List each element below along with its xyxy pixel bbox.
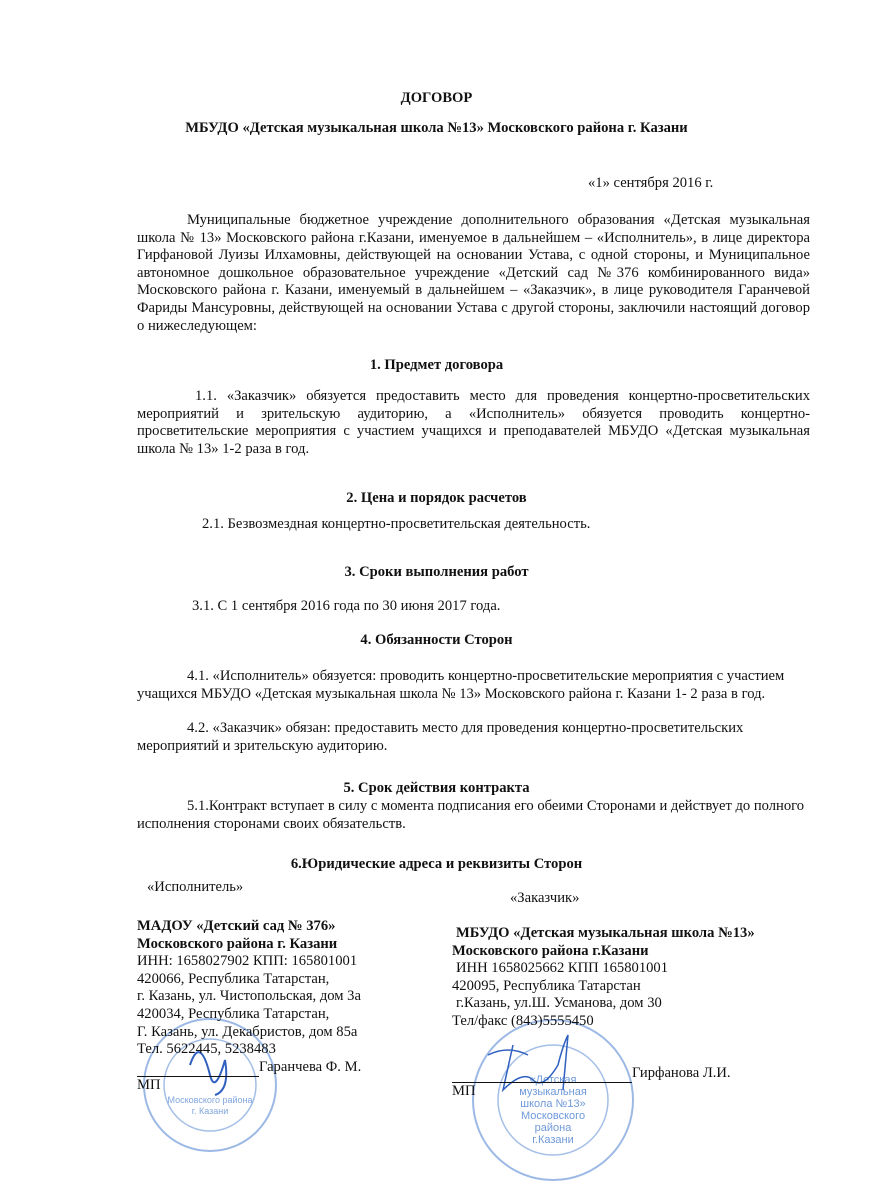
right-party-name: МБУДО «Детская музыкальная школа №13» — [456, 925, 755, 941]
section-heading-1: 1. Предмет договора — [369, 357, 504, 373]
svg-text:Московского: Московского — [520, 1110, 586, 1122]
preamble: Муниципальные бюджетное учреждение дополнительного образования «Детская музыкальная школа № 13» Московского района г.Казани, именуемое в дальнейшем – «Исполнитель», в лице директора Гирфановой Луизы Илхамовны, действующей на основании Устава, с одной стороны, и Муниципальное автономное дошкольное образовательное учреждение «Детский сад №376 комбинированного вида» Московского района г. Казани, именуемый в дальнейшем – «Заказчик», в лице руководителя Гаранчевой Фариды Мансуровны, действующей на основании Устава с другой стороны, заключили настоящий договор о нижеследующем: — [137, 212, 810, 334]
section-text-4-2: 4.2. «Заказчик» обязан: предоставить место для проведения концертно-просветительских мероприятий и зрительскую аудиторию. — [137, 720, 744, 754]
svg-text:г.Казани: г.Казани — [532, 1134, 574, 1146]
left-address-2: г. Казань, ул. Чистопольская, дом 3а — [137, 988, 361, 1005]
section-text-1: 1.1. «Заказчик» обязуется предоставить место для проведения концертно-просветительских мероприятий и зрительскую аудиторию, а «Исполнитель» обязуется проводить концертно-просветительские мероприятия с участием учащихся и преподавателей МБУДО «Детская музыкальная школа № 13» 1-2 раза в год. — [137, 388, 810, 457]
right-party-role: «Заказчик» — [510, 890, 580, 906]
section-heading-5: 5. Срок действия контракта — [343, 780, 530, 796]
left-address-1: 420066, Республика Татарстан, — [137, 970, 330, 987]
left-phone: Тел. 5622445, 5238483 — [137, 1041, 276, 1058]
document-subtitle: МБУДО «Детская музыкальная школа №13» Московского района г. Казани — [185, 120, 688, 136]
svg-text:«Детская: «Детская — [529, 1074, 577, 1086]
section-text-2: 2.1. Безвозмездная концертно-просветительская деятельность. — [202, 516, 591, 532]
left-mp: МП — [137, 1077, 161, 1094]
right-party-district: Московского района г.Казани — [452, 942, 649, 959]
right-phone: Тел/факс (843)5555450 — [452, 1012, 594, 1029]
right-signer: Гирфанова Л.И. — [632, 1064, 731, 1081]
left-address-4: Г. Казань, ул. Декабристов, дом 85а — [137, 1023, 358, 1040]
left-party-block — [137, 918, 361, 1095]
section-heading-3: 3. Сроки выполнения работ — [344, 564, 529, 580]
left-party-role: «Исполнитель» — [147, 879, 244, 895]
right-mp: МП — [452, 1083, 476, 1100]
section-text-3: 3.1. С 1 сентября 2016 года по 30 июня 2017 года. — [192, 598, 501, 614]
left-party-district: Московского района г. Казани — [137, 935, 338, 952]
right-address-2: г.Казань, ул.Ш. Усманова, дом 30 — [456, 995, 662, 1012]
section-text-5: 5.1.Контракт вступает в силу с момента подписания его обеими Сторонами и действует до полного исполнения сторонами своих обязательств. — [137, 798, 805, 832]
right-address-1: 420095, Республика Татарстан — [452, 977, 641, 994]
svg-text:района: района — [534, 1122, 572, 1134]
right-party-block — [452, 925, 755, 1101]
right-inn: ИНН 1658025662 КПП 165801001 — [456, 960, 669, 977]
contract-date: «1» сентября 2016 г. — [588, 175, 714, 191]
section-heading-2: 2. Цена и порядок расчетов — [346, 490, 527, 506]
left-inn: ИНН: 1658027902 КПП: 165801001 — [137, 953, 358, 970]
section-heading-4: 4. Обязанности Сторон — [360, 632, 513, 648]
section-heading-6: 6.Юридические адреса и реквизиты Сторон — [290, 856, 583, 872]
svg-text:Московского района: Московского района — [167, 1095, 253, 1105]
left-party-name: МАДОУ «Детский сад № 376» — [137, 918, 336, 934]
left-signer: Гаранчева Ф. М. — [259, 1058, 362, 1075]
section-text-4-1: 4.1. «Исполнитель» обязуется: проводить концертно-просветительские мероприятия с участием учащихся МБУДО «Детская музыкальная школа № 13» Московского района г. Казани 1- 2 раза в год. — [137, 668, 785, 702]
left-address-3: 420034, Республика Татарстан, — [137, 1005, 330, 1022]
document-title: ДОГОВОР — [400, 90, 473, 106]
svg-text:г. Казани: г. Казани — [191, 1106, 229, 1116]
svg-text:школа №13»: школа №13» — [520, 1098, 586, 1110]
svg-text:музыкальная: музыкальная — [519, 1086, 587, 1098]
